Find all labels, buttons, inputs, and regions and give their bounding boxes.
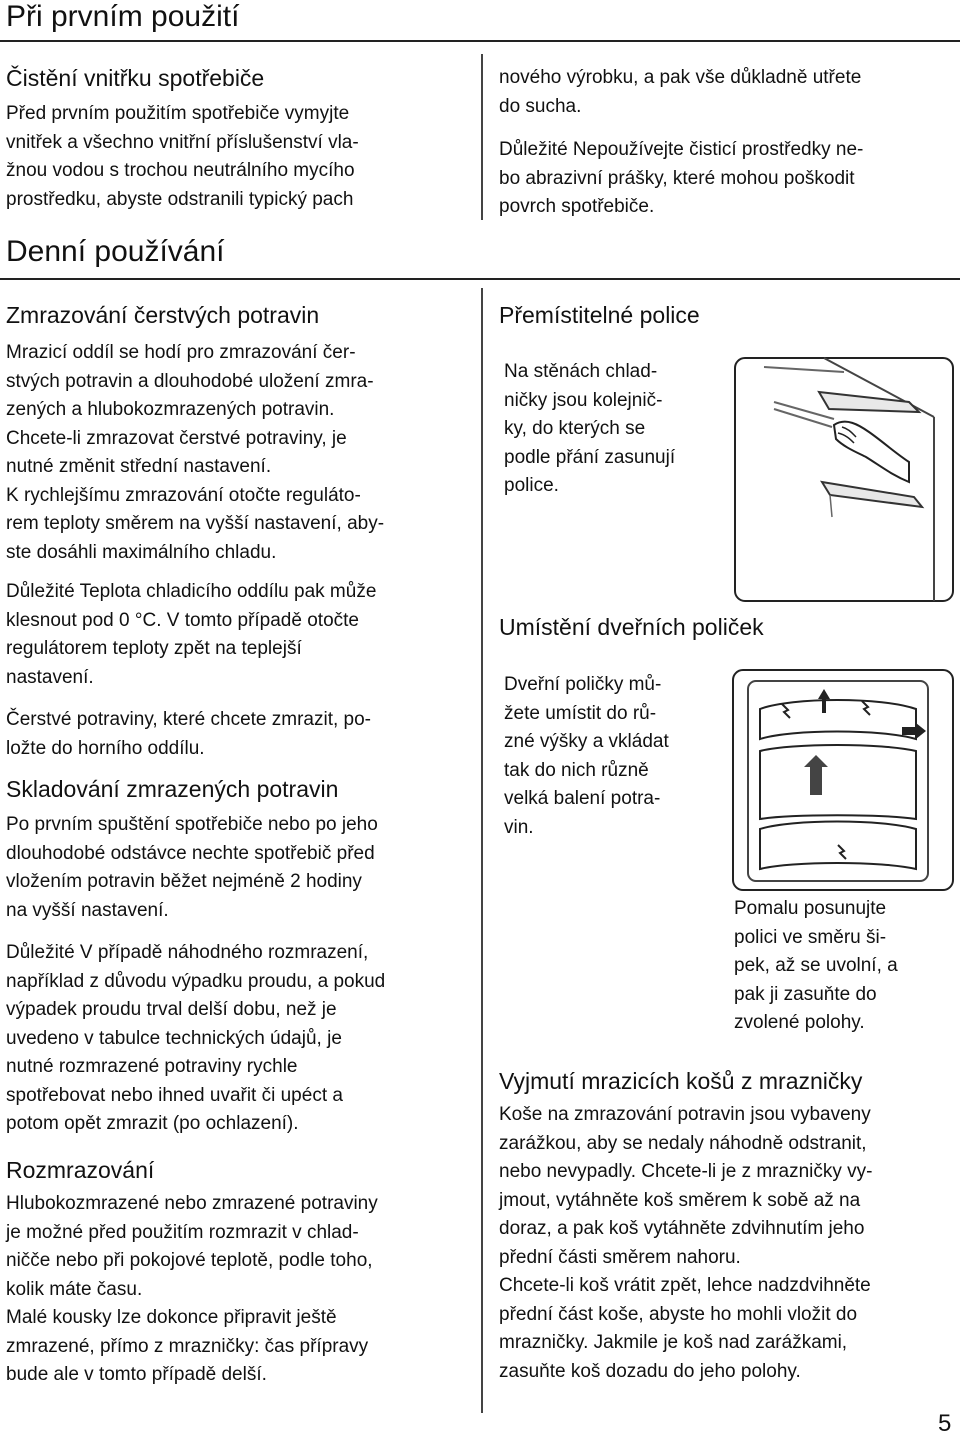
shelves-text: Na stěnách chlad- ničky jsou kolejnič- ky, do kterých se podle přání zasunují police. <box>504 361 676 496</box>
baskets-heading: Vyjmutí mrazicích košů z mrazničky <box>499 1068 863 1094</box>
cleaning-text: Před prvním použitím spotřebiče vymyjte vnitřek a všechno vnitřní příslušenství vla- žnou vodou s trochou neutrálního mycího prostředku, abyste odstranili typický pach <box>6 103 359 210</box>
thawing-heading: Rozmrazování <box>6 1157 155 1183</box>
page-title: Při prvním použití <box>6 0 240 33</box>
important-text: Nepoužívejte čisticí prostředky ne- bo abrazivní prášky, které mohou poškodit povrch spotřebiče. <box>499 139 864 217</box>
daily-use-title: Denní používání <box>6 235 225 268</box>
storage-important <box>6 939 476 1139</box>
cleaning-continued-text: nového výrobku, a pak vše důkladně utřete do sucha. <box>499 67 862 117</box>
shelf-illustration <box>734 357 954 602</box>
important-label: Důležité <box>6 942 75 963</box>
column-divider-top <box>481 54 483 220</box>
important-label: Důležité <box>6 581 75 602</box>
door-shelf-illustration <box>732 669 954 891</box>
title-rule <box>0 40 960 42</box>
freezing-text: Mrazicí oddíl se hodí pro zmrazování čer- stvých potravin a dlouhodobé uložení zmra- zených a hlubokozmrazených potravin. Chcete-li zmrazovat čerstvé potraviny, je nutné změnit střední nastavení. K rychlejšímu zmrazování otočte reguláto- rem teploty směrem na vyšší nastavení, aby- ste dosáhli maximálního chladu. <box>6 342 385 563</box>
door-shelves-caption: Pomalu posunujte polici ve směru ši- pek, až se uvolní, a pak ji zasuňte do zvolené polohy. <box>734 898 898 1033</box>
door-shelves-heading: Umístění dveřních poliček <box>499 614 764 640</box>
storage-text: Po prvním spuštění spotřebiče nebo po jeho dlouhodobé odstávce nechte spotřebič před vložením potravin běžet nejméně 2 hodiny na vyšší nastavení. <box>6 814 378 921</box>
important-text: Teplota chladicího oddílu pak může klesnout pod 0 °C. V tomto případě otočte regulátorem teploty zpět na teplejší nastavení. <box>6 581 377 688</box>
thawing-text: Hlubokozmrazené nebo zmrazené potraviny je možné před použitím rozmrazit v chlad- ničče nebo při pokojové teplotě, podle toho, kolik máte času. Malé kousky lze dokonce připravit ještě zmrazené, přímo z mrazničky: čas přípravy bude ale v tomto případě delší. <box>6 1193 378 1385</box>
daily-use-rule <box>0 278 960 280</box>
cleaning-heading: Čistění vnitřku spotřebiče <box>6 65 265 91</box>
page-number: 5 <box>938 1410 952 1437</box>
freezing-important <box>6 578 476 692</box>
storage-heading: Skladování zmrazených potravin <box>6 776 339 802</box>
important-label: Důležité <box>499 139 568 160</box>
freezing-extra-text: Čerstvé potraviny, které chcete zmrazit, po- ložte do horního oddílu. <box>6 709 371 759</box>
cleaning-important <box>499 136 957 222</box>
shelves-heading: Přemístitelné police <box>499 302 700 328</box>
door-shelves-text: Dveřní poličky mů- žete umístit do rů- zné výšky a vkládat tak do nich různě velká balení potra- vin. <box>504 674 669 838</box>
column-divider-main <box>481 288 483 1413</box>
baskets-text: Koše na zmrazování potravin jsou vybaveny zarážkou, aby se nedaly náhodně odstranit, nebo nevypadly. Chcete-li je z mrazničky vy- jmout, vytáhněte koš směrem k sobě až na doraz, a pak koš vytáhněte zdvihnutím jeho přední části směrem nahoru. Chcete-li koš vrátit zpět, lehce nadzdvihněte přední část koše, abyste ho mohli vložit do mrazničky. Jakmile je koš nad zarážkami, zasuňte koš dozadu do jeho polohy. <box>499 1104 873 1382</box>
important-text: V případě náhodného rozmrazení, například z důvodu výpadku proudu, a pokud výpadek proudu trval delší dobu, než je uvedeno v tabulce technických údajů, je nutné rozmrazené potraviny rychle spotřebovat nebo ihned uvařit či upéct a potom opět zmrazit (po ochlazení). <box>6 942 386 1134</box>
freezing-heading: Zmrazování čerstvých potravin <box>6 302 320 328</box>
